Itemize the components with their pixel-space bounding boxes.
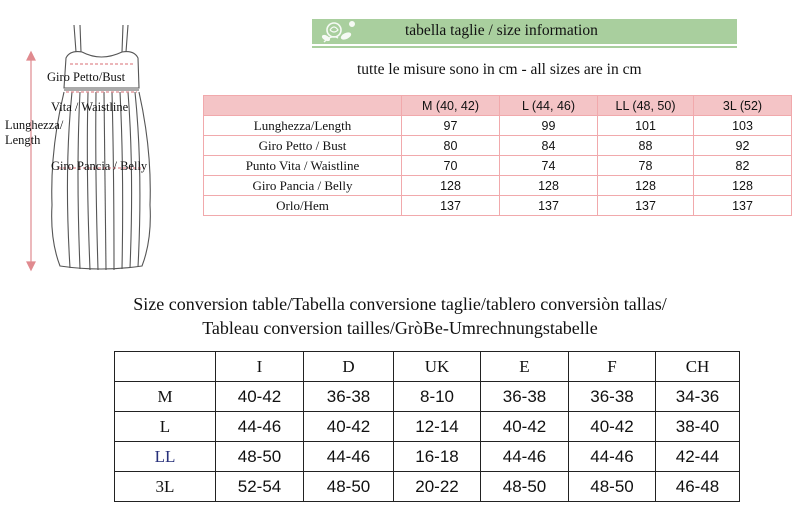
size-col-header: LL (48, 50) [598,96,694,116]
conversion-cell: 48-50 [481,472,569,502]
size-cell: 78 [598,156,694,176]
size-row-label: Orlo/Hem [204,196,402,216]
size-cell: 101 [598,116,694,136]
conversion-row-label: LL [115,442,216,472]
length-label-it: Lunghezza/ [5,118,64,132]
size-row-label: Lunghezza/Length [204,116,402,136]
conversion-col-header: E [481,352,569,382]
page-title: tabella taglie / size information [405,22,598,39]
size-cell: 97 [402,116,500,136]
conversion-title-line1: Size conversion table/Tabella conversione taglie/tablero conversiòn tallas/ [133,294,667,314]
size-cell: 99 [500,116,598,136]
size-col-header: 3L (52) [694,96,792,116]
conversion-row-ll [115,442,740,472]
size-cell: 80 [402,136,500,156]
conversion-row-label: 3L [115,472,216,502]
conversion-cell: 44-46 [216,412,304,442]
size-cell: 74 [500,156,598,176]
conversion-title-line2: Tableau conversion tailles/GròBe-Umrechnungstabelle [202,318,598,338]
belly-label: Giro Pancia / Belly [51,159,148,173]
length-label-en: Length [5,133,41,147]
conversion-cell: 42-44 [656,442,740,472]
size-cell: 137 [598,196,694,216]
conversion-cell: 52-54 [216,472,304,502]
size-cell: 128 [500,176,598,196]
conversion-col-header: F [569,352,656,382]
conversion-cell: 38-40 [656,412,740,442]
conversion-col-header: UK [394,352,481,382]
size-cell: 92 [694,136,792,156]
conversion-cell: 48-50 [216,442,304,472]
conversion-cell: 12-14 [394,412,481,442]
size-cell: 103 [694,116,792,136]
conversion-header-row [115,352,740,382]
conversion-cell: 44-46 [304,442,394,472]
size-table-header-row [204,96,792,116]
size-cell: 137 [402,196,500,216]
size-row-hem [204,196,792,216]
conversion-cell: 48-50 [304,472,394,502]
page-subtitle: tutte le misure sono in cm - all sizes are in cm [357,61,642,78]
size-cell: 128 [598,176,694,196]
size-row-label: Giro Petto / Bust [204,136,402,156]
conversion-cell: 34-36 [656,382,740,412]
conversion-title [0,292,800,340]
size-col-header: L (44, 46) [500,96,598,116]
size-cell: 88 [598,136,694,156]
conversion-cell: 8-10 [394,382,481,412]
conversion-cell: 46-48 [656,472,740,502]
size-cell: 82 [694,156,792,176]
size-table-corner [204,96,402,116]
conversion-col-header: I [216,352,304,382]
conversion-cell: 40-42 [304,412,394,442]
conversion-corner [115,352,216,382]
conversion-cell: 16-18 [394,442,481,472]
conversion-row-m [115,382,740,412]
size-cell: 128 [402,176,500,196]
conversion-row-label: L [115,412,216,442]
conversion-cell: 36-38 [569,382,656,412]
size-table [203,95,792,216]
size-cell: 128 [694,176,792,196]
rose-icon [318,16,362,48]
conversion-cell: 36-38 [481,382,569,412]
size-cell: 70 [402,156,500,176]
conversion-row-l [115,412,740,442]
waist-label: Vita / Waistline [51,100,129,114]
conversion-col-header: D [304,352,394,382]
conversion-cell: 44-46 [569,442,656,472]
conversion-cell: 44-46 [481,442,569,472]
size-row-label: Punto Vita / Waistline [204,156,402,176]
size-cell: 84 [500,136,598,156]
banner-underline [312,46,737,48]
bust-label: Giro Petto/Bust [47,70,126,84]
conversion-table [114,351,740,502]
size-row-bust [204,136,792,156]
size-row-label: Giro Pancia / Belly [204,176,402,196]
conversion-cell: 40-42 [569,412,656,442]
size-col-header: M (40, 42) [402,96,500,116]
size-cell: 137 [694,196,792,216]
conversion-cell: 48-50 [569,472,656,502]
conversion-row-label: M [115,382,216,412]
conversion-cell: 40-42 [481,412,569,442]
size-row-belly [204,176,792,196]
size-row-length [204,116,792,136]
conversion-cell: 20-22 [394,472,481,502]
size-row-waist [204,156,792,176]
conversion-col-header: CH [656,352,740,382]
size-cell: 137 [500,196,598,216]
conversion-row-3l [115,472,740,502]
conversion-cell: 36-38 [304,382,394,412]
conversion-cell: 40-42 [216,382,304,412]
